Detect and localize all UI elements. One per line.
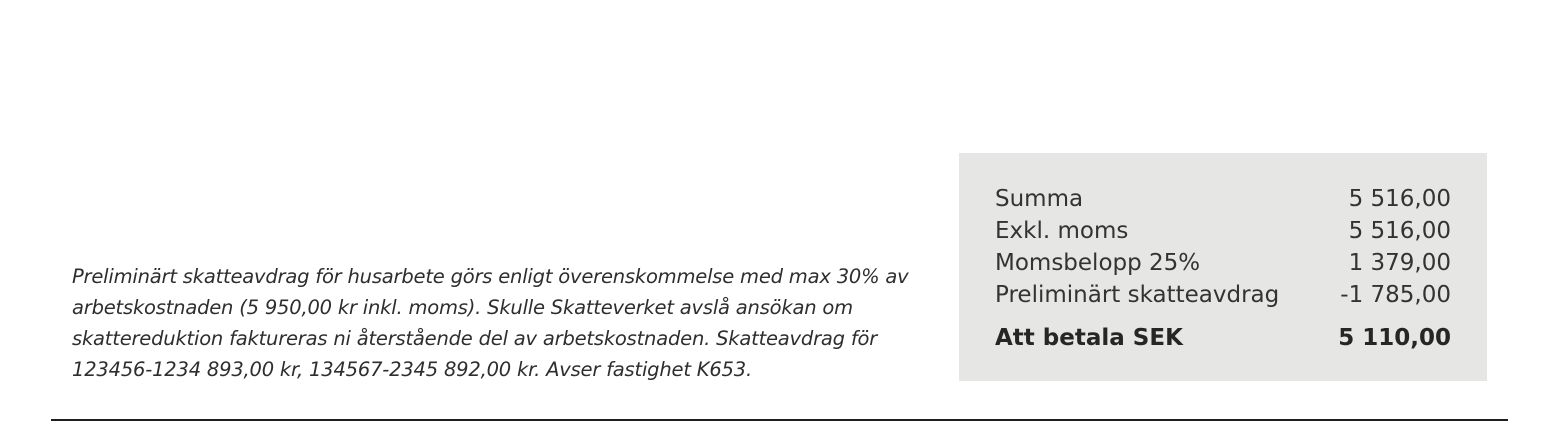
summary-label: Preliminärt skatteavdrag bbox=[995, 282, 1280, 308]
summary-value: 1 379,00 bbox=[1348, 250, 1451, 276]
summary-row-total bbox=[995, 322, 1451, 354]
tax-deduction-note bbox=[72, 261, 932, 385]
summary-value: -1 785,00 bbox=[1340, 282, 1451, 308]
summary-row-exkl-moms bbox=[995, 215, 1451, 247]
note-line: 123456-1234 893,00 kr, 134567-2345 892,00 kr. Avser fastighet K653. bbox=[72, 358, 752, 381]
summary-row-summa bbox=[995, 183, 1451, 215]
total-label: Att betala SEK bbox=[995, 325, 1183, 351]
invoice-summary-box bbox=[959, 153, 1487, 381]
summary-value: 5 516,00 bbox=[1348, 218, 1451, 244]
note-line: arbetskostnaden (5 950,00 kr inkl. moms). Skulle Skatteverket avslå ansökan om bbox=[72, 296, 853, 319]
summary-row-skatteavdrag bbox=[995, 279, 1451, 311]
summary-label: Summa bbox=[995, 186, 1084, 212]
summary-value: 5 516,00 bbox=[1348, 186, 1451, 212]
note-line: Preliminärt skatteavdrag för husarbete görs enligt överenskommelse med max 30% av bbox=[72, 265, 909, 288]
summary-label: Exkl. moms bbox=[995, 218, 1129, 244]
summary-row-momsbelopp bbox=[995, 247, 1451, 279]
footer-divider bbox=[51, 419, 1508, 421]
total-value: 5 110,00 bbox=[1338, 325, 1451, 351]
summary-label: Momsbelopp 25% bbox=[995, 250, 1201, 276]
note-line: skattereduktion faktureras ni återstående del av arbetskostnaden. Skatteavdrag för bbox=[72, 327, 878, 350]
